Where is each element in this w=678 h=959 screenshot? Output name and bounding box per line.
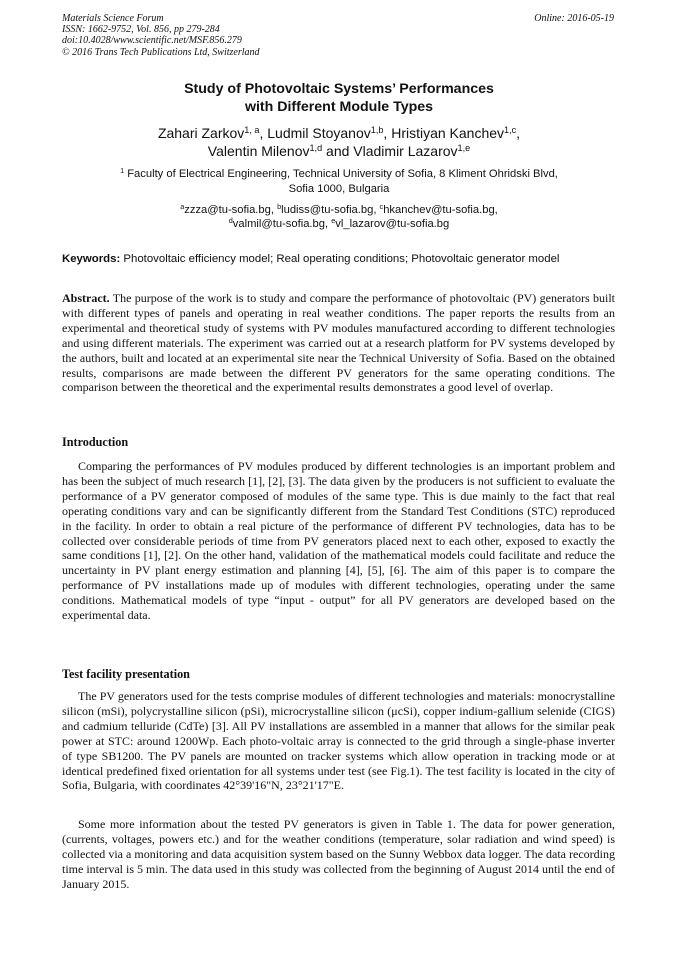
author-name: Ludmil Stoyanov	[267, 125, 371, 141]
author-sup: 1, a	[244, 125, 260, 135]
paragraph: The PV generators used for the tests comprise modules of different technologies and materials: monocrystalline silicon (mSi), polycrystalline silicon (pSi), microcrystalline silicon (μcSi), copper indium-gallium selenide (CIGS) and cadmium telluride (CdTe) [3]. All PV installations are assembled in a manner that allows for the similar peak power at STC: around 1200Wp. Each photo-voltaic array is connected to the grid through a single-phase inverter of type SB1200. The PV panels are mounted on tracker systems which allow operation in tracking mode or at identical predefined fixed orientation for all systems under test (see Fig.1). The test facility is located in the city of Sofia, Bulgaria, with coordinates 42°39'16"N, 23°21'17"E.	[62, 689, 615, 793]
author-sup: 1,e	[457, 143, 471, 153]
test-facility-body-2	[62, 817, 615, 892]
keywords	[62, 253, 622, 265]
journal-issn: ISSN: 1662-9752, Vol. 856, pp 279-284	[62, 24, 220, 36]
email-link[interactable]: valmil@tu-sofia.bg	[232, 218, 325, 230]
affiliation-line-1: Faculty of Electrical Engineering, Technical University of Sofia, 8 Kliment Ohridski Blvd,	[127, 168, 558, 180]
introduction-body	[62, 459, 615, 623]
email-link[interactable]: zzza@tu-sofia.bg	[184, 204, 271, 216]
online-date: Online: 2016-05-19	[534, 13, 614, 24]
author-sup: 1,b	[370, 125, 384, 135]
author-sup: 1,d	[309, 143, 323, 153]
keywords-label: Keywords:	[62, 253, 121, 265]
paragraph: Comparing the performances of PV modules produced by different technologies is an important problem and has been the subject of much research [1], [2], [3]. The data given by the producers is not sufficient to evaluate the performance of a PV generator composed of modules of the same type. This is due mainly to the fact that real operating conditions vary and can be significantly different from the Standard Test Conditions (STC) reproduced in the facility. In order to obtain a real picture of the performance of different PV technologies, data has to be collected over considerable periods of time from PV generators placed next to each other, exposed to exactly the same conditions [1], [2]. On the other hand, validation of the mathematical models could facilitate and reduce the uncertainty in PV plant energy estimation and planning [4], [5], [6]. The aim of this paper is to compare the performance of PV installations made up of modules with different technologies, operating under the same conditions. Mathematical models of type “input - output” for all PV generators are developed based on the experimental data.	[62, 459, 615, 623]
author-name: Hristiyan Kanchev	[391, 125, 505, 141]
keywords-text: Photovoltaic efficiency model; Real operating conditions; Photovoltaic generator model	[123, 253, 560, 265]
abstract-text: The purpose of the work is to study and compare the performance of photovoltaic (PV) generators built with different types of panels and operating in real weather conditions. The paper reports the results from an experimental and theoretical study of systems with PV modules manufactured according to different technologies and using different materials. The experiment was carried out at a research platform for PV systems developed by the authors, built and located at an experimental site near the Technical University of Sofia. Based on the obtained results, comparisons are made between the different PV generators for the same operating conditions. The comparison between the theoretical and the experimental results demonstrates a good level of overlap.	[62, 291, 615, 395]
author-emails: $^a$zzza@tu-sofia.bg, $^b$ludiss@tu-sofia.bg, $^c$hkanchev@tu-sofia.bg, $^d$valmil@tu-sofia.bg, $^e$vl_lazarov@tu-sofia.bg	[180, 202, 498, 230]
journal-header	[62, 13, 260, 58]
section-heading-introduction: Introduction	[62, 435, 129, 449]
author-sup: 1,c	[504, 125, 517, 135]
email-link[interactable]: vl_lazarov@tu-sofia.bg	[335, 218, 450, 230]
author-list: Zahari Zarkov$^{1, a}$, Ludmil Stoyanov$^{1,b}$, Hristiyan Kanchev$^{1,c}$, Valentin Milenov$^{1,d}$ and Vladimir Lazarov$^{1,e}$	[157, 125, 521, 159]
paragraph: Some more information about the tested PV generators is given in Table 1. The data for power generation, (currents, voltages, powers etc.) and for the weather conditions (temperature, solar radiation and wind speed) is collected via a monitoring and data acquisition system based on the Sunny Webbox data logger. The data recording time interval is 5 min. The data used in this study was collected from the beginning of August 2014 until the end of January 2015.	[62, 817, 615, 891]
title-line-2: with Different Module Types	[244, 99, 434, 115]
journal-name: Materials Science Forum	[62, 13, 164, 24]
section-heading-test-facility: Test facility presentation	[62, 667, 190, 681]
journal-doi: doi:10.4028/www.scientific.net/MSF.856.279	[62, 35, 242, 47]
email-link[interactable]: ludiss@tu-sofia.bg	[281, 204, 374, 216]
title-line-1: Study of Photovoltaic Systems’ Performances	[184, 81, 494, 97]
affiliation	[62, 167, 616, 197]
affiliation-sup: 1	[120, 166, 125, 175]
author-name: Valentin Milenov	[207, 143, 310, 159]
journal-copyright: © 2016 Trans Tech Publications Ltd, Switzerland	[62, 46, 260, 58]
author-name: Vladimir Lazarov	[353, 143, 458, 159]
test-facility-body	[62, 689, 615, 793]
email-link[interactable]: hkanchev@tu-sofia.bg,	[383, 204, 498, 216]
abstract-label: Abstract.	[62, 291, 110, 305]
author-name: Zahari Zarkov	[157, 125, 245, 141]
affiliation-line-2: Sofia 1000, Bulgaria	[288, 183, 390, 195]
abstract	[62, 291, 615, 395]
paper-title	[62, 80, 616, 116]
